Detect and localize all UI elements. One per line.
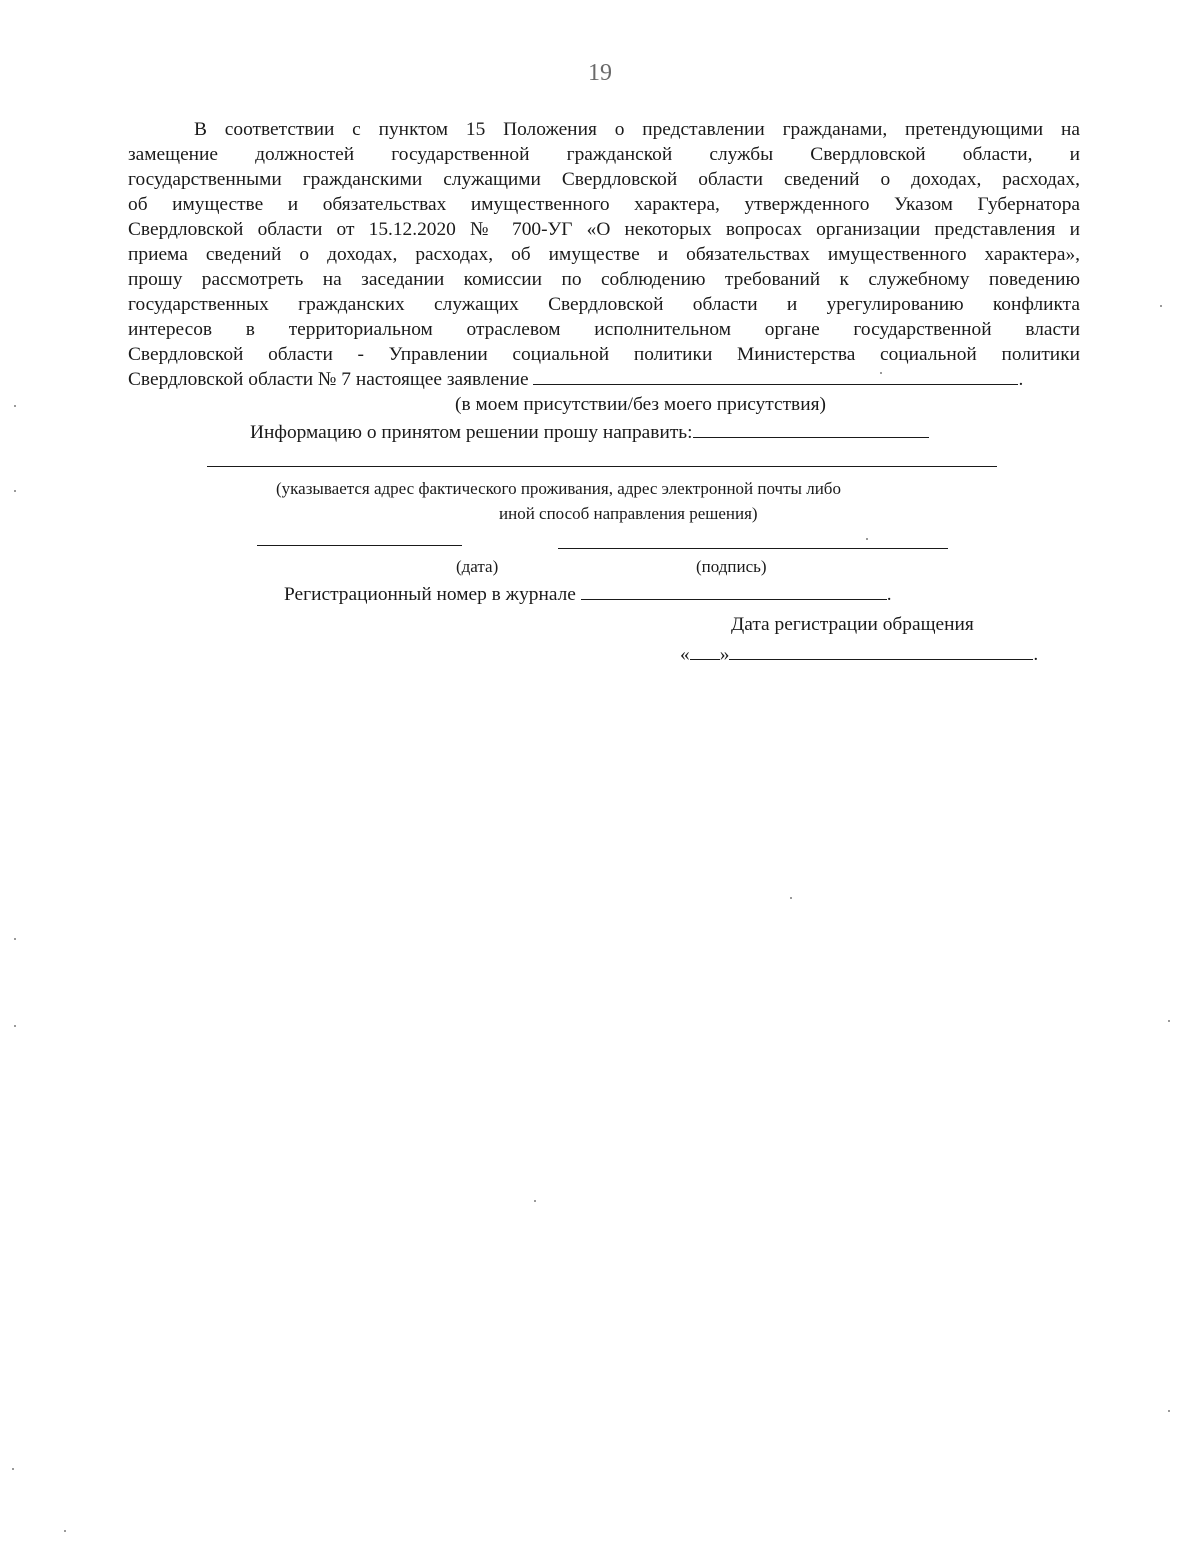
statement-line: прошу рассмотреть на заседании комиссии по соблюдению требований к служебному поведению (128, 269, 1080, 290)
quote-open: « (680, 644, 690, 665)
statement-line: замещение должностей государственной гражданской службы Свердловской области, и (128, 144, 1080, 165)
registration-date-line (680, 643, 1038, 667)
statement-paragraph (128, 117, 1080, 392)
statement-line: Свердловской области № 7 настоящее заявление (128, 369, 529, 390)
registration-date-label: Дата регистрации обращения (731, 614, 974, 635)
scan-speck (12, 1468, 14, 1470)
registration-number-line (284, 583, 892, 607)
signature-caption: (подпись) (696, 557, 767, 576)
date-blank-field[interactable] (257, 545, 462, 546)
scan-speck (1168, 1410, 1170, 1412)
scan-speck (1160, 305, 1162, 307)
info-request-line (250, 421, 929, 445)
registration-date-end-punct: . (1033, 644, 1039, 665)
scan-speck (14, 490, 16, 492)
scan-speck (880, 372, 882, 374)
registration-number-field[interactable] (581, 585, 887, 600)
quote-close: » (719, 644, 730, 665)
registration-number-end-punct: . (886, 584, 892, 605)
statement-line: об имуществе и обязательствах имущественного характера, утвержденного Указом Губернатора (128, 194, 1080, 215)
scan-speck (866, 538, 868, 540)
address-blank-field[interactable] (207, 466, 997, 467)
scan-speck (64, 1530, 66, 1532)
info-request-label: Информацию о принятом решении прошу направить: (250, 422, 693, 443)
statement-end-punct: . (1018, 369, 1024, 390)
statement-line: государственных гражданских служащих Свердловской области и урегулированию конфликта (128, 294, 1080, 315)
page-number: 19 (588, 60, 612, 86)
registration-month-year-field[interactable] (729, 645, 1033, 660)
presence-note: (в моем присутствии/без моего присутствия) (455, 394, 826, 415)
statement-last-line (128, 367, 1080, 392)
address-note-line-1: (указывается адрес фактического проживания, адрес электронной почты либо (276, 479, 841, 498)
info-address-field[interactable] (693, 423, 929, 438)
scan-speck (534, 1200, 536, 1202)
signature-blank-field[interactable] (558, 548, 948, 549)
scan-speck (14, 405, 16, 407)
scan-speck (14, 1025, 16, 1027)
registration-number-label: Регистрационный номер в журнале (284, 584, 576, 605)
statement-line: интересов в территориальном отраслевом исполнительном органе государственной власти (128, 319, 1080, 340)
statement-line: В соответствии с пунктом 15 Положения о представлении гражданами, претендующими на (194, 119, 1080, 140)
statement-line: Свердловской области - Управлении социальной политики Министерства социальной политики (128, 344, 1080, 365)
statement-blank-field[interactable] (533, 370, 1018, 385)
scan-speck (1168, 1020, 1170, 1022)
address-note-line-2: иной способ направления решения) (499, 504, 758, 523)
statement-line: государственными гражданскими служащими Свердловской области сведений о доходах, расходах, (128, 169, 1080, 190)
registration-day-field[interactable] (690, 645, 720, 660)
statement-line: приема сведений о доходах, расходах, об имуществе и обязательствах имущественного характера», (128, 244, 1080, 265)
statement-line: Свердловской области от 15.12.2020 № 700-УГ «О некоторых вопросах организации представления и (128, 219, 1080, 240)
date-caption: (дата) (456, 557, 499, 576)
scan-speck (14, 938, 16, 940)
scan-speck (790, 897, 792, 899)
